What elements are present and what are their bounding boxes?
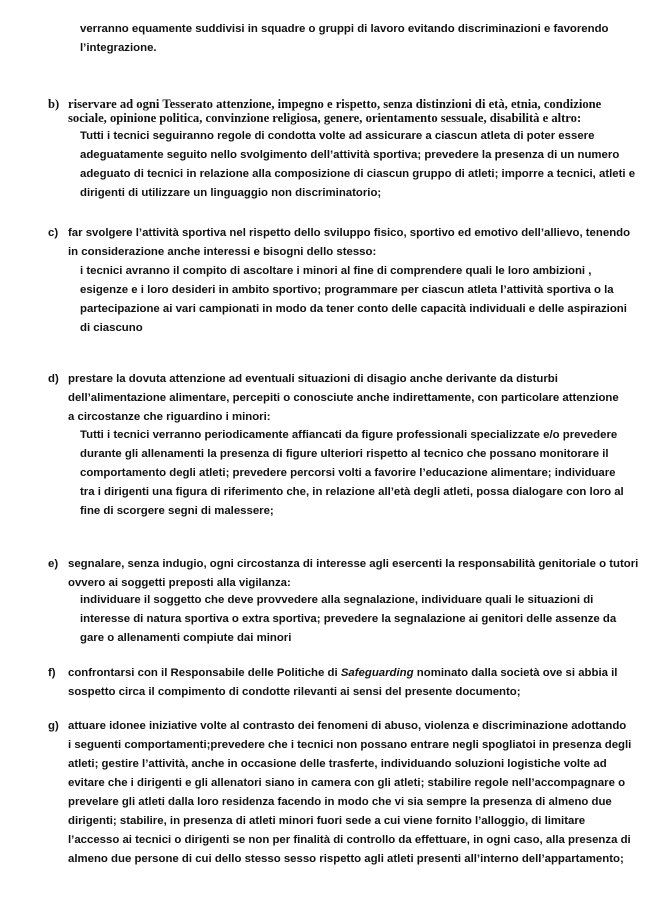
text-line: a circostanze che riguardino i minori: (68, 411, 271, 423)
item-b-detail (80, 127, 635, 203)
intro-paragraph (80, 20, 609, 58)
text-line: atleti; gestire l’attività, anche in occasione delle trasferte, individuando soluzioni logistiche volte ad (68, 758, 607, 770)
item-marker-g: g) (48, 720, 59, 732)
text-line: Tutti i tecnici seguiranno regole di condotta volte ad assicurare a ciascun atleta di poter essere (80, 130, 595, 142)
text-line: Tutti i tecnici verranno periodicamente affiancati da figure professionali specializzate e/o prevedere (80, 429, 618, 441)
text-line: dirigenti di utilizzare un linguaggio non discriminatorio; (80, 187, 382, 199)
item-c-text (68, 224, 630, 262)
italic-term: Safeguarding (340, 667, 414, 679)
text-line: sospetto circa il compimento di condotte rilevanti ai sensi del presente documento; (68, 686, 521, 698)
item-d-detail (80, 426, 624, 521)
text-line: individuare il soggetto che deve provvedere alla segnalazione, individuare quali le situazioni di (80, 594, 594, 606)
text-line: ovvero ai soggetti preposti alla vigilanza: (68, 577, 291, 589)
text-line: gare o allenamenti compiute dai minori (80, 632, 292, 644)
text-line: prevelare gli atleti dalla loro residenza facendo in modo che vi sia sempre la presenza di almeno due (68, 796, 612, 808)
text-line: di ciascuno (80, 322, 143, 334)
item-c-detail (80, 262, 627, 338)
text-line: partecipazione ai vari campionati in modo da tener conto delle capacità individuali e delle aspirazioni (80, 303, 627, 315)
item-marker-b: b) (48, 97, 60, 111)
text-segment: confrontarsi con il Responsabile delle Politiche di (68, 667, 341, 679)
text-line: i seguenti comportamenti;prevedere che i tecnici non possano entrare negli spogliatoi in presenza degli (68, 739, 632, 751)
item-d-text (68, 370, 619, 427)
text-line: comportamento degli atleti; prevedere percorsi volti a favorire l’educazione alimentare; individuare (80, 467, 616, 479)
text-line: riservare ad ogni Tesserato attenzione, impegno e rispetto, senza distinzioni di età, etnia, condizione (68, 97, 602, 111)
text-line: tra i dirigenti una figura di riferimento che, in relazione all’età degli atleti, possa dialogare con loro al (80, 486, 624, 498)
text-line: durante gli allenamenti la presenza di figure ulteriori rispetto al tecnico che possano monitorare il (80, 448, 609, 460)
item-marker-d: d) (48, 373, 59, 385)
text-line: adeguatamente seguito nello svolgimento dell’attività sportiva; prevedere la presenza di un numero (80, 149, 620, 161)
text-line: l’integrazione. (80, 42, 157, 54)
text-line: far svolgere l’attività sportiva nel rispetto dello sviluppo fisico, sportivo ed emotivo dell’allievo, tenendo (68, 227, 631, 239)
text-line: prestare la dovuta attenzione ad eventuali situazioni di disagio anche derivante da disturbi (68, 373, 558, 385)
item-e-text (68, 555, 638, 593)
text-line: almeno due persone di cui dello stesso sesso rispetto agli atleti presenti all’interno dell’appartamento; (68, 853, 624, 865)
text-line: in considerazione anche interessi e bisogni dello stesso: (68, 246, 377, 258)
text-line: fine di scorgere segni di malessere; (80, 505, 274, 517)
text-line: dell’alimentazione alimentare, percepiti o conosciute anche indirettamente, con particolare attenzione (68, 392, 619, 404)
item-f-text (68, 664, 617, 702)
item-e-detail (80, 591, 616, 648)
text-line: interesse di natura sportiva o extra sportiva; prevedere la segnalazione ai genitori delle assenze da (80, 613, 617, 625)
item-b-text (68, 98, 601, 125)
item-marker-f: f) (48, 667, 56, 679)
text-line: l’accesso ai tecnici o dirigenti se non per finalità di controllo da effettuare, in ogni caso, alla presenza di (68, 834, 631, 846)
text-line: dirigenti; stabilire, in presenza di atleti minori fuori sede a cui viene fornito l’alloggio, di limitare (68, 815, 586, 827)
item-marker-e: e) (48, 558, 59, 570)
text-line: i tecnici avranno il compito di ascoltare i minori al fine di comprendere quali le loro ambizioni , (80, 265, 592, 277)
text-line (68, 664, 617, 683)
item-g-text (68, 717, 631, 869)
text-line: evitare che i dirigenti e gli allenatori siano in camera con gli atleti; stabilire regole nell’accompagnare o (68, 777, 626, 789)
text-line: adeguato di tecnici in relazione alla composizione di ciascun gruppo di atleti; imporre a tecnici, atleti e (80, 168, 636, 180)
text-line: sociale, opinione politica, convinzione religiosa, genere, orientamento sessuale, disabilità e altro: (68, 110, 582, 125)
text-line: segnalare, senza indugio, ogni circostanza di interesse agli esercenti la responsabilità genitoriale o tutori (68, 558, 639, 570)
text-line: verranno equamente suddivisi in squadre o gruppi di lavoro evitando discriminazioni e favorendo (80, 23, 609, 35)
text-segment: nominato dalla società ove si abbia il (413, 667, 618, 679)
text-line: esigenze e i loro desideri in ambito sportivo; programmare per ciascun atleta l’attività sportiva o la (80, 284, 614, 296)
item-marker-c: c) (48, 227, 59, 239)
text-line: attuare idonee iniziative volte al contrasto dei fenomeni di abuso, violenza e discriminazione adottando (68, 720, 627, 732)
